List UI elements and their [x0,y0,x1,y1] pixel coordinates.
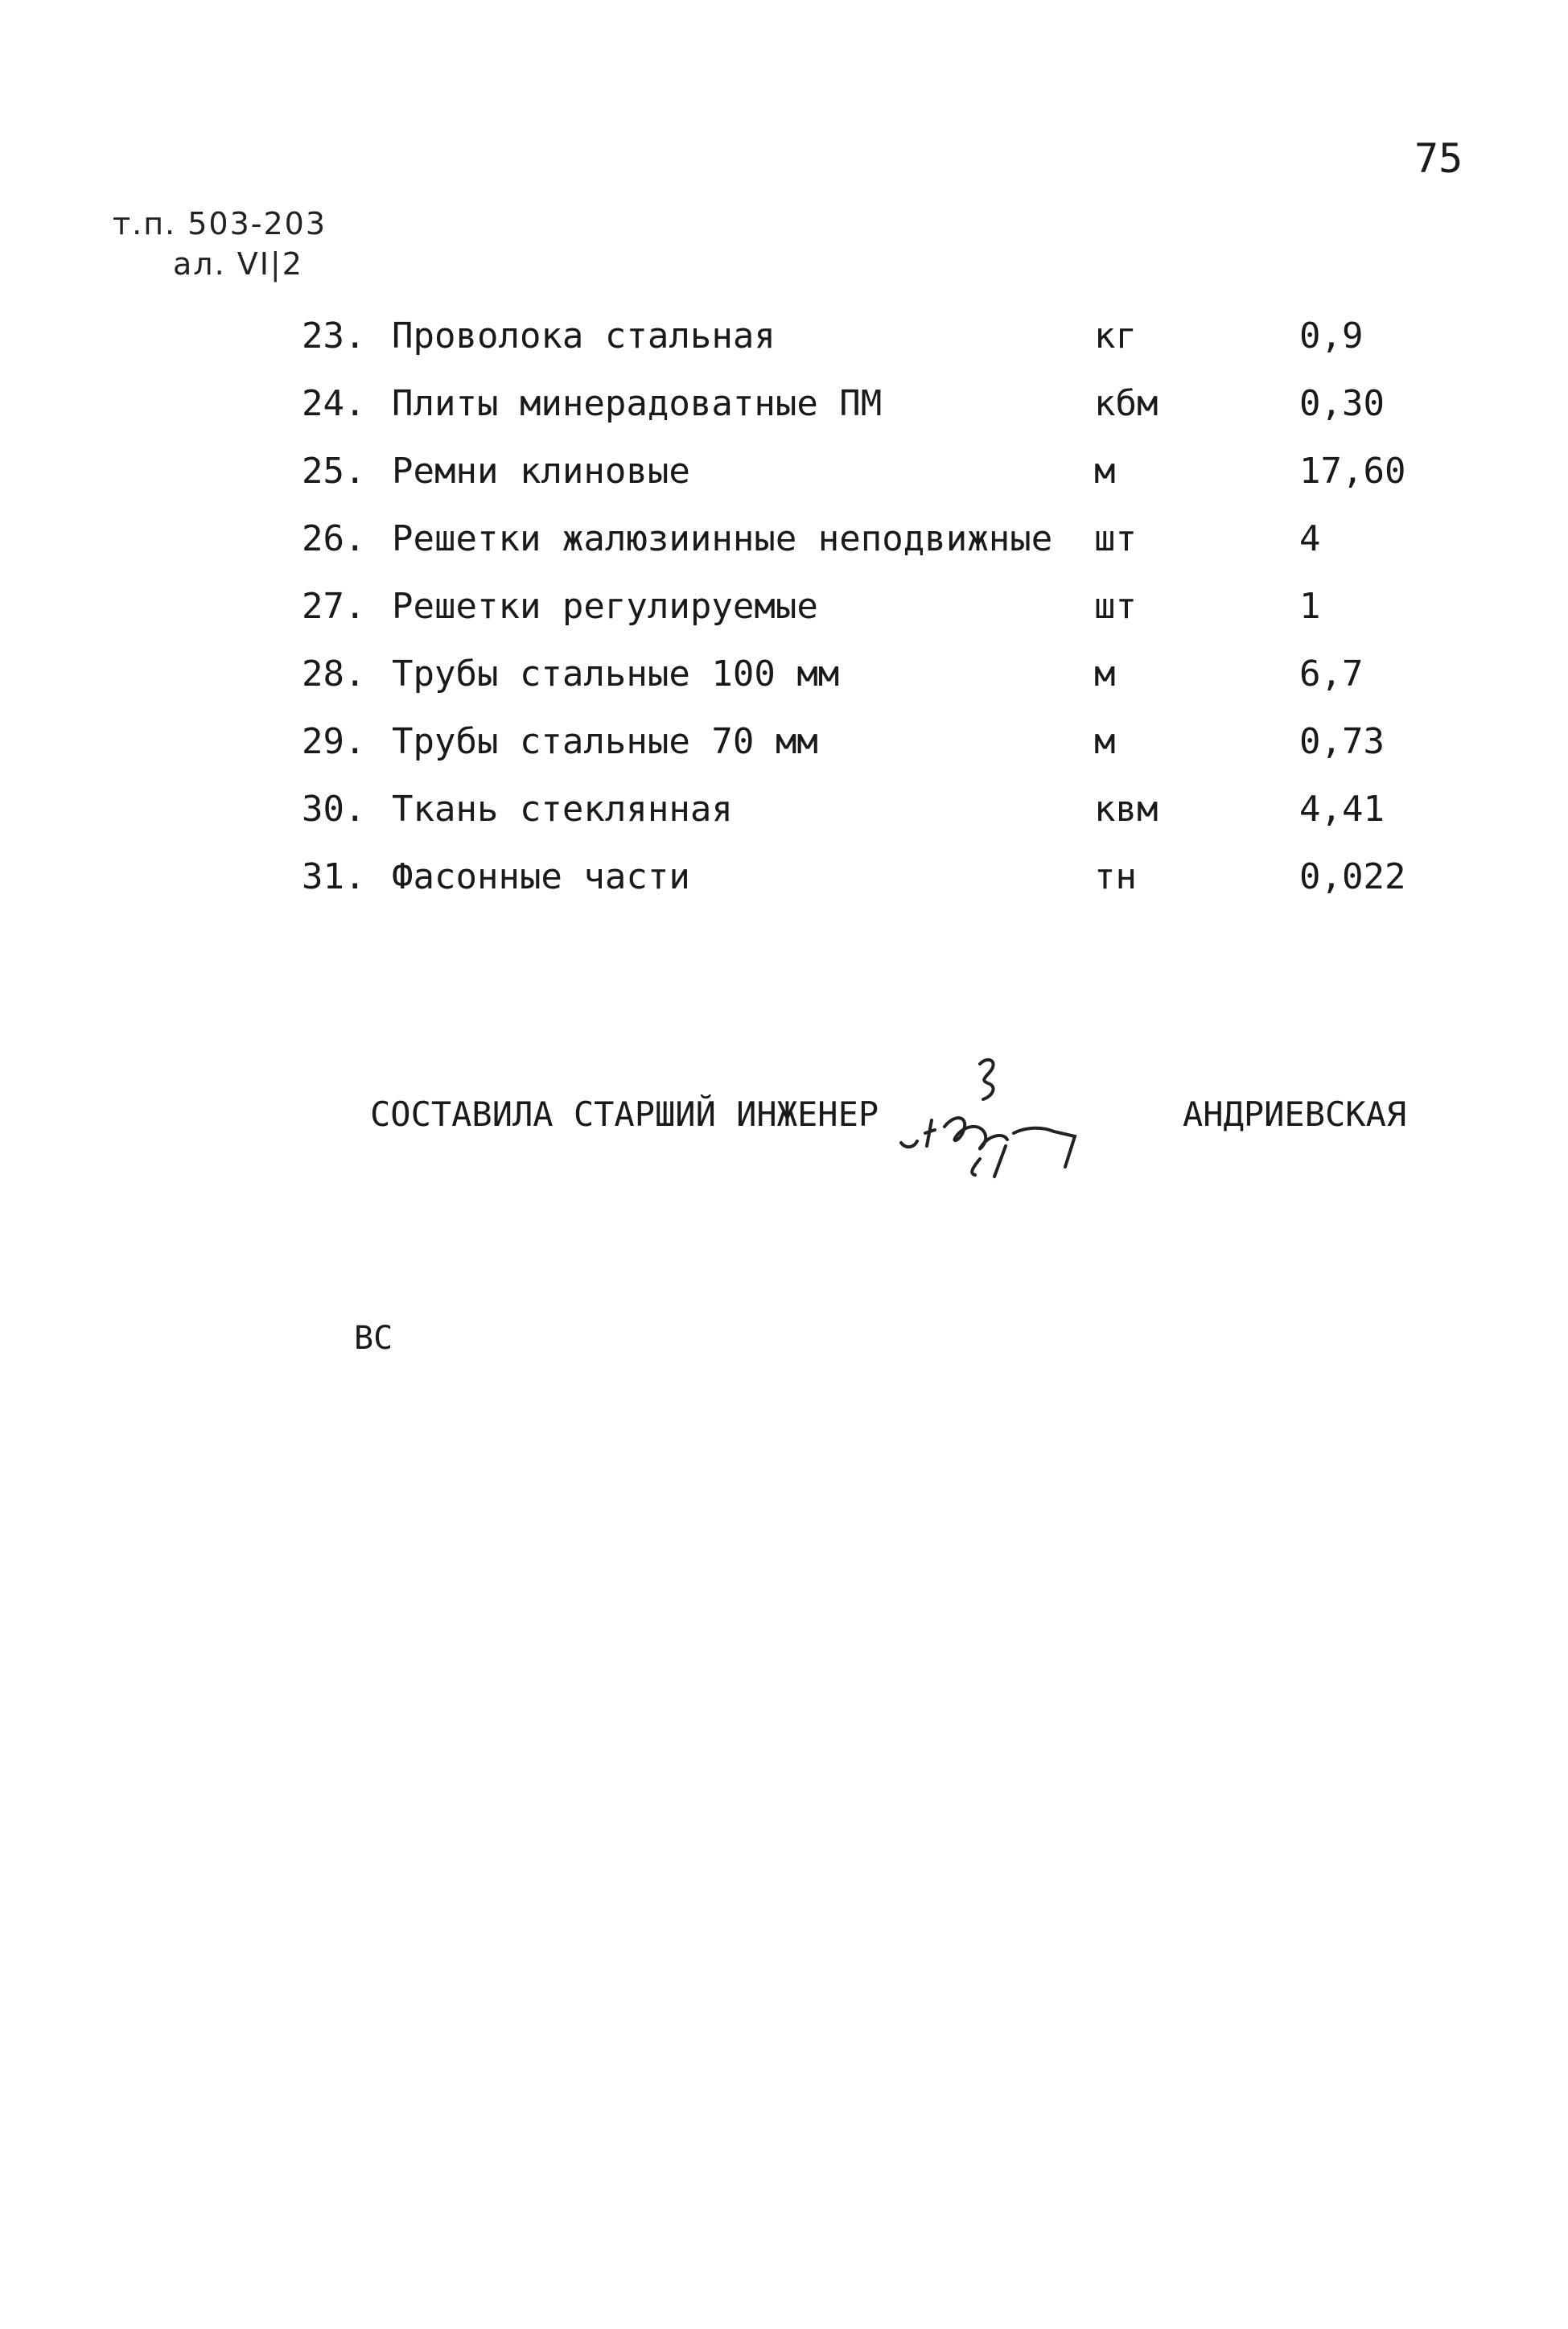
margin-note-line-2: ал. VI|2 [173,246,303,282]
item-number: 26. [302,518,366,559]
item-name: Проволока стальная [392,315,776,357]
item-unit: квм [1094,789,1159,830]
page-number: 75 [1414,135,1463,182]
signature-block [370,1078,1432,1207]
item-quantity: 0,022 [1299,856,1406,897]
item-unit: м [1094,721,1116,762]
item-name: Плиты минерадоватные ПМ [392,383,883,424]
item-quantity: 1 [1299,586,1321,627]
item-name: Решетки жалюзиинные неподвижные [392,518,1053,559]
list-item [302,650,1428,718]
item-quantity: 6,7 [1299,653,1364,695]
item-unit: тн [1094,856,1137,897]
item-quantity: 4,41 [1299,789,1385,830]
item-unit: кбм [1094,383,1159,424]
item-number: 30. [302,789,366,830]
item-number: 29. [302,721,366,762]
item-number: 24. [302,383,366,424]
item-number: 23. [302,315,366,357]
signature-caption: СОСТАВИЛА СТАРШИЙ ИНЖЕНЕР [370,1094,879,1134]
item-name: Трубы стальные 100 мм [392,653,840,695]
handwritten-signature [885,1046,1094,1191]
item-number: 31. [302,856,366,897]
list-item [302,718,1428,785]
item-name: Решетки регулируемые [392,586,818,627]
footer-mark: ВС [354,1320,393,1357]
list-item [302,515,1428,583]
list-item [302,312,1428,380]
item-unit: кг [1094,315,1137,357]
item-number: 25. [302,451,366,492]
item-name: Фасонные части [392,856,690,897]
item-number: 27. [302,586,366,627]
item-name: Трубы стальные 70 мм [392,721,818,762]
item-name: Ткань стеклянная [392,789,733,830]
list-item [302,853,1428,921]
item-unit: шт [1094,518,1137,559]
item-quantity: 0,30 [1299,383,1385,424]
item-number: 28. [302,653,366,695]
item-unit: м [1094,451,1116,492]
list-item [302,785,1428,853]
list-item [302,583,1428,650]
list-item [302,447,1428,515]
item-quantity: 0,73 [1299,721,1385,762]
item-quantity: 4 [1299,518,1321,559]
signatory-name: АНДРИЕВСКАЯ [1183,1094,1407,1134]
margin-note-line-1: т.п. 503-203 [113,206,327,241]
item-quantity: 17,60 [1299,451,1406,492]
item-unit: м [1094,653,1116,695]
item-name: Ремни клиновые [392,451,690,492]
materials-list [302,312,1428,921]
item-unit: шт [1094,586,1137,627]
item-quantity: 0,9 [1299,315,1364,357]
list-item [302,380,1428,447]
